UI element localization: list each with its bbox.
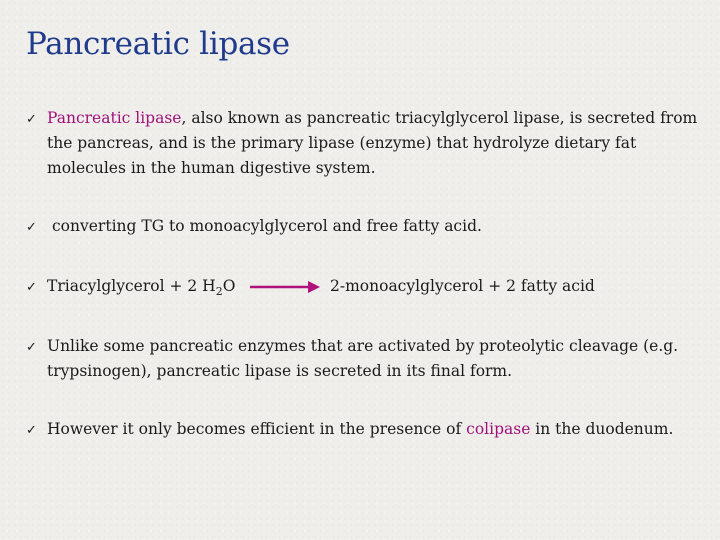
- highlight-term: Pancreatic lipase: [47, 109, 182, 127]
- bullet-item: [26, 106, 706, 181]
- highlight-term: colipase: [466, 420, 531, 438]
- bullet-item: [26, 214, 706, 239]
- reactant-suffix: O: [222, 277, 236, 295]
- right-arrow-icon: [250, 277, 322, 297]
- bullet-text: [47, 417, 706, 442]
- bullet-item: [26, 334, 706, 384]
- reactant-prefix: Triacylglycerol + 2 H: [47, 277, 216, 295]
- checkmark-icon: ✓: [26, 220, 37, 235]
- checkmark-icon: ✓: [26, 280, 37, 295]
- bullet-body-end: in the duodenum.: [530, 420, 674, 438]
- slide-title: Pancreatic lipase: [26, 26, 290, 62]
- bullet-text: Unlike some pancreatic enzymes that are activated by proteolytic cleavage (e.g. trypsinogen), pancreatic lipase is secreted in its final form.: [47, 337, 679, 380]
- bullet-text: converting TG to monoacylglycerol and free fatty acid.: [52, 217, 482, 235]
- bullet-body: , also known as pancreatic triacylglycerol lipase, is secreted from the pancreas, and is the primary lipase (enzyme) that hydrolyze dietary fat molecules in the human digestive system.: [47, 109, 698, 177]
- checkmark-icon: ✓: [26, 423, 37, 438]
- bullet-body: However it only becomes efficient in the presence of: [47, 420, 467, 438]
- checkmark-icon: ✓: [26, 112, 37, 127]
- bullet-item: [26, 417, 706, 442]
- reaction-reactants: [47, 274, 235, 299]
- bullet-text: [47, 106, 706, 181]
- reaction-products: 2-monoacylglycerol + 2 fatty acid: [330, 277, 595, 295]
- subscript: 2: [215, 285, 223, 298]
- checkmark-icon: ✓: [26, 340, 37, 355]
